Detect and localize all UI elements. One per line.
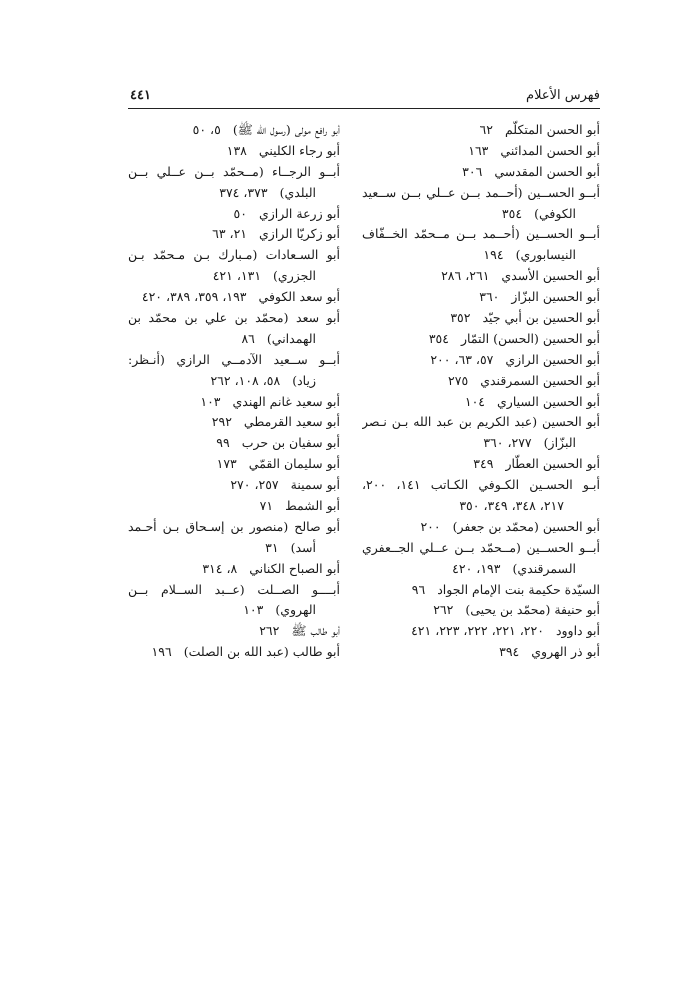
index-entry-line	[128, 245, 340, 266]
entry-page-refs: ١٩٣، ٤٢٠	[452, 560, 501, 576]
running-header-title: فهرس الأعلام	[526, 88, 600, 103]
index-entry-line	[362, 496, 600, 517]
index-entry-line	[362, 120, 600, 141]
index-entry-line	[362, 600, 600, 621]
index-entry-line	[362, 580, 600, 601]
index-entry-line	[128, 120, 340, 141]
entry-page-refs: ١٣١، ٤٢١	[212, 268, 262, 284]
entry-page-refs: ٣٥٤	[428, 330, 449, 346]
entry-name: أبــو الحســين (مــحمّد بــن عــلي الجــعفري	[362, 539, 600, 555]
entry-name: أبو سعد (محمّد بن علي بن محمّد بن	[128, 310, 340, 326]
index-entry-line	[128, 183, 340, 204]
index-entry-line	[128, 475, 340, 496]
entry-name: أبـو الحسـين الكـوفي الكـاتب ١٤١، ٢٠٠،	[362, 477, 600, 493]
index-entry-line	[362, 371, 600, 392]
index-entry-line	[362, 245, 600, 266]
entry-page-refs: ٢٦٢	[433, 602, 454, 618]
index-entry-line	[362, 538, 600, 559]
entry-page-refs: ٩٦	[411, 581, 426, 597]
entry-name: أبــــو الصــلت (عــبد الســلام بــن	[128, 581, 340, 597]
entry-name: أبــو الحســين (أحــمد بــن مــحمّد الخــفّاف	[362, 226, 600, 242]
header-rule	[128, 108, 600, 109]
entry-name: أبو الحسين (عبد الكريم بن عبد الله بـن نـصر	[362, 414, 600, 430]
entry-name: أبو الحسين السمرقندي	[480, 372, 600, 388]
entry-page-refs: ١٠٣	[200, 393, 221, 409]
index-entry-line	[362, 412, 600, 433]
index-entry-line	[362, 517, 600, 538]
index-entry-line	[128, 642, 340, 663]
entry-name: الكوفي)	[534, 205, 576, 221]
entry-name: الهروي)	[275, 602, 316, 618]
index-entry-line	[128, 308, 340, 329]
entry-page-refs: ٧١	[259, 498, 274, 514]
index-entry-line	[128, 517, 340, 538]
index-entry-line	[362, 433, 600, 454]
entry-page-refs: ٥٠	[233, 205, 247, 221]
entry-page-refs: ١٩٤	[483, 247, 504, 263]
entry-page-refs: ١٠٣	[243, 602, 264, 618]
entry-page-refs: ٢٧٥	[448, 372, 469, 388]
entry-name: أبو الحسن المقدسي	[494, 163, 600, 179]
entry-name: أبو الحسين (محمّد بن جعفر)	[452, 518, 600, 534]
entry-page-refs: ٢٧٧، ٣٦٠	[483, 435, 532, 451]
entry-page-refs: ٥٨، ١٠٨، ٢٦٢	[210, 372, 281, 388]
entry-name: أبو رافع مولى (رسول الله ﷺ)	[232, 122, 340, 137]
entry-page-refs: ٥٧، ٦٣، ٢٠٠	[430, 351, 494, 367]
index-entry-line	[362, 183, 600, 204]
entry-name: النيسابوري)	[515, 247, 576, 263]
entry-page-refs: ٣٧٣، ٣٧٤	[219, 184, 268, 200]
index-entry-line	[128, 621, 340, 642]
entry-page-refs: ٩٩	[216, 435, 230, 451]
index-entry-line	[362, 162, 600, 183]
entry-page-refs: ٣٠٦	[462, 163, 483, 179]
entry-page-refs: ١٧٣	[216, 456, 237, 472]
entry-name: أبو الحسين (الحسن) التمّار	[460, 330, 600, 346]
entry-name: أبو الحسين الأسدي	[501, 268, 600, 284]
entry-name: أبو سعيد القرمطي	[243, 414, 340, 430]
entry-name: أبو الحسين البزّاز	[511, 289, 600, 305]
index-entry-line	[128, 287, 340, 308]
entry-name: أبو داوود	[555, 623, 600, 639]
entry-name: أبو الحسين السياري	[497, 393, 600, 409]
entry-name: أبــو الرجــاء (مــحمّد بــن عــلي بــن	[128, 163, 340, 179]
entry-page-refs: ٣٥٤	[501, 205, 523, 221]
entry-name: أبو السـعادات (مـبارك بـن مـحمّد بـن	[128, 247, 340, 263]
entry-page-refs: ٦٢	[479, 122, 493, 137]
index-entry-line	[128, 412, 340, 433]
entry-name: الجزري)	[273, 268, 316, 284]
entry-page-refs: ٣٩٤	[499, 644, 520, 660]
index-entry-line	[362, 559, 600, 580]
entry-page-refs: ١٣٨	[226, 142, 247, 158]
index-entry-line	[128, 496, 340, 517]
index-entry-line	[128, 329, 340, 350]
index-entry-line	[362, 642, 600, 663]
index-entry-line	[128, 162, 340, 183]
entry-page-refs: ٣٦٠	[479, 289, 500, 305]
index-entry-line	[128, 454, 340, 475]
entry-name: أبو سليمان القمّي	[248, 456, 340, 472]
index-entry-line	[128, 600, 340, 621]
index-entry-line	[128, 141, 340, 162]
entry-page-refs: ٢٩٢	[211, 414, 232, 430]
entry-name: أبو رجاء الكليني	[258, 142, 340, 158]
entry-name: أبو حنيفة (محمّد بن يحيى)	[465, 602, 600, 618]
entry-page-refs: ٣١	[265, 539, 279, 555]
entry-page-refs: ٥، ٥٠	[192, 122, 221, 137]
index-entry-line	[362, 308, 600, 329]
index-entry-line	[362, 454, 600, 475]
index-column-right	[362, 120, 600, 663]
entry-name: أبو سعيد غانم الهندي	[232, 393, 340, 409]
entry-page-refs: ٢٦٢	[259, 623, 280, 639]
entry-page-refs: ٢١٧، ٣٤٨، ٣٤٩، ٣٥٠	[459, 498, 564, 514]
entry-name: أبو ذر الهروي	[531, 644, 600, 660]
index-entry-line	[362, 224, 600, 245]
entry-page-refs: ١٠٤	[464, 393, 486, 409]
index-entry-line	[128, 559, 340, 580]
entry-name: أبو الحسين الرازي	[505, 351, 600, 367]
index-entry-line	[362, 266, 600, 287]
entry-name: السمرقندي)	[512, 560, 576, 576]
index-entry-line	[128, 204, 340, 225]
index-entry-line	[362, 475, 600, 496]
entry-name: البلدي)	[279, 184, 316, 200]
entry-page-refs: ٢٠٠	[420, 518, 441, 534]
entry-page-refs: ١٦٣	[468, 142, 489, 158]
index-entry-line	[362, 329, 600, 350]
index-entry-line	[362, 392, 600, 413]
index-entry-line	[128, 350, 340, 371]
entry-name: أبو الحسن المتكلّم	[504, 122, 600, 137]
entry-name: أبو صالح (منصور بن إسـحاق بـن أحـمد	[128, 518, 340, 534]
entry-name: أبو سمينة	[290, 477, 340, 493]
index-entry-line	[362, 204, 600, 225]
entry-page-refs: ٨، ٣١٤	[202, 560, 238, 576]
entry-page-refs: ٣٤٩	[473, 456, 494, 472]
index-entry-line	[362, 287, 600, 308]
entry-name: أبــو الحســين (أحــمد بــن عــلي بــن ســعيد	[362, 184, 600, 200]
entry-name: أبو سفيان بن حرب	[241, 435, 340, 451]
entry-page-refs: ٢٢٠، ٢٢١، ٢٢٢، ٢٢٣، ٤٢١	[411, 623, 544, 639]
entry-name: أبو طالب ﷺ	[291, 623, 340, 639]
entry-name: زياد)	[292, 372, 316, 388]
index-entry-line	[362, 141, 600, 162]
entry-page-refs: ١٩٦	[151, 644, 172, 660]
entry-name: السيّدة حكيمة بنت الإمام الجواد	[437, 581, 600, 597]
index-column-left	[128, 120, 340, 663]
entry-name: البزّاز)	[543, 435, 576, 451]
entry-name: أبو الحسن المدائني	[500, 142, 600, 158]
entry-page-refs: ٢١، ٦٣	[212, 226, 247, 242]
index-entry-line	[128, 266, 340, 287]
entry-name: أبــو ســعيد الآدمــي الرازي (أنـظر:	[128, 351, 340, 367]
index-entry-line	[128, 580, 340, 601]
entry-name: أبو الشمط	[285, 498, 340, 514]
entry-name: أبو زكريّا الرازي	[259, 226, 340, 242]
entry-page-refs: ٢٦١، ٢٨٦	[441, 268, 490, 284]
entry-name: أبو زرعة الرازي	[258, 205, 340, 221]
entry-name: أبو طالب (عبد الله بن الصلت)	[183, 644, 340, 660]
entry-page-refs: ٢٥٧، ٢٧٠	[230, 477, 279, 493]
index-entry-line	[128, 392, 340, 413]
entry-name: الهمداني)	[266, 330, 316, 346]
entry-page-refs: ٨٦	[241, 330, 255, 346]
entry-name: أبو الحسين العطّار	[505, 456, 600, 472]
entry-page-refs: ٣٥٢	[450, 310, 471, 326]
index-entry-line	[128, 224, 340, 245]
entry-name: أبو الصباح الكناني	[249, 560, 340, 576]
entry-name: أبو الحسين بن أبي جيّد	[482, 310, 600, 326]
index-entry-line	[128, 433, 340, 454]
index-entry-line	[362, 350, 600, 371]
entry-page-refs: ١٩٣، ٣٥٩، ٣٨٩، ٤٢٠	[141, 289, 247, 305]
index-entry-line	[362, 621, 600, 642]
index-entry-line	[128, 371, 340, 392]
page-number: ٤٤١	[130, 88, 151, 103]
index-entry-line	[128, 538, 340, 559]
entry-name: أسد)	[290, 539, 316, 555]
entry-name: أبو سعد الكوفي	[258, 289, 340, 305]
